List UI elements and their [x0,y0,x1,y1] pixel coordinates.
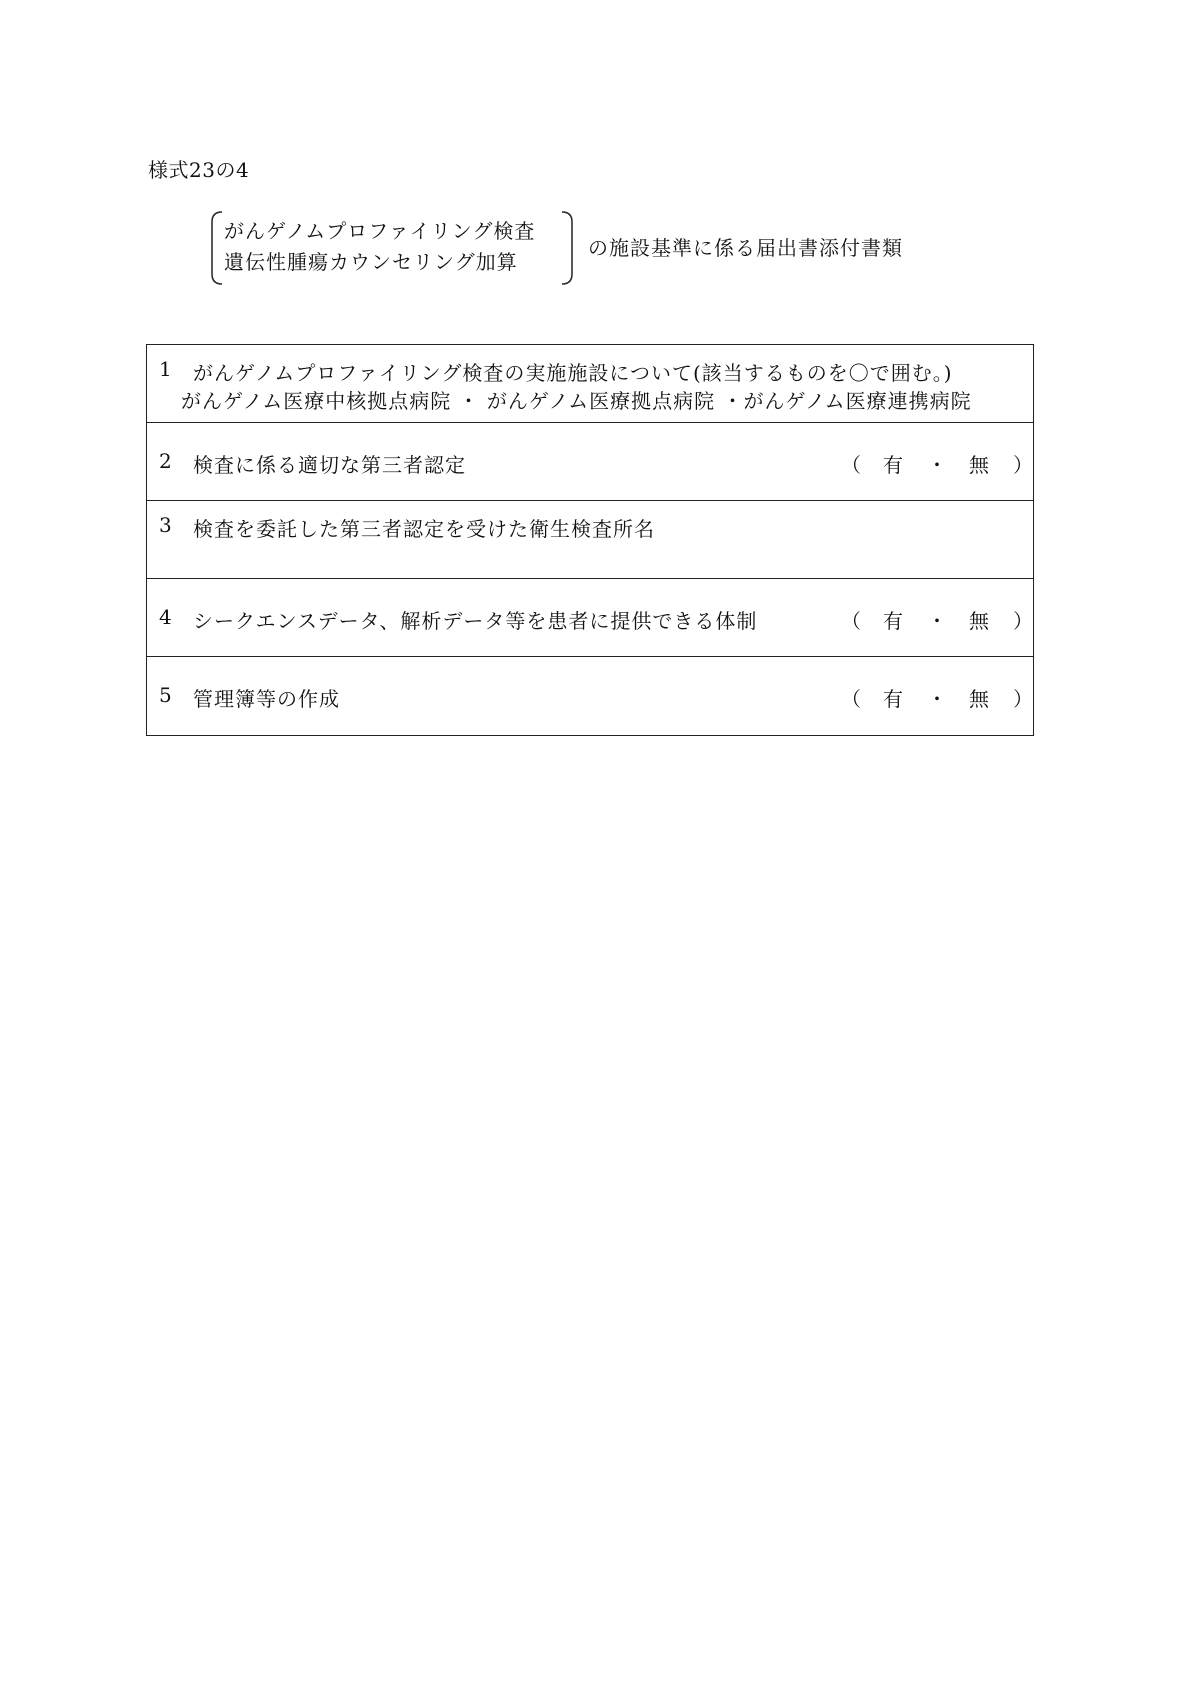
form-table [146,344,1034,736]
yes-no-choice[interactable] [841,605,1033,634]
row-text: がんゲノムプロファイリング検査の実施施設について(該当するものを〇で囲む。) [193,361,953,385]
row-number: 1 [159,357,172,381]
yes-option[interactable]: 有 [883,453,903,477]
table-row-2 [147,423,1033,501]
title-line-2: 遺伝性腫瘍カウンセリング加算 [224,250,518,274]
title-lines [224,216,535,278]
row-text: 検査に係る適切な第三者認定 [193,453,466,477]
close-paren: ） [1013,453,1033,477]
table-row-5 [147,657,1033,735]
row-text: 検査を委託した第三者認定を受けた衛生検査所名 [193,517,655,541]
title-line-1: がんゲノムプロファイリング検査 [224,219,536,243]
yes-no-choice[interactable] [841,449,1033,478]
row-text: シークエンスデータ、解析データ等を患者に提供できる体制 [193,609,758,633]
table-row-3 [147,501,1033,579]
yes-option[interactable]: 有 [883,687,903,711]
document-title [210,210,930,286]
form-number: 様式23の4 [148,158,250,182]
row-number: 4 [159,605,172,629]
no-option[interactable]: 無 [969,687,989,711]
row-text: 管理簿等の作成 [193,687,340,711]
yes-option[interactable]: 有 [883,609,903,633]
no-option[interactable]: 無 [969,453,989,477]
open-paren: （ [841,687,861,711]
title-suffix: の施設基準に係る届出書添付書類 [588,236,903,260]
right-bracket [562,212,572,284]
facility-options[interactable]: がんゲノム医療中核拠点病院 ・ がんゲノム医療拠点病院 ・がんゲノム医療連携病院 [181,389,972,413]
separator-dot: ・ [927,453,947,477]
close-paren: ） [1013,609,1033,633]
open-paren: （ [841,609,861,633]
yes-no-choice[interactable] [841,683,1033,712]
close-paren: ） [1013,687,1033,711]
table-row-1 [147,345,1033,423]
no-option[interactable]: 無 [969,609,989,633]
separator-dot: ・ [927,609,947,633]
row-number: 2 [159,449,172,473]
open-paren: （ [841,453,861,477]
left-bracket [212,212,222,284]
row-number: 3 [159,513,172,537]
separator-dot: ・ [927,687,947,711]
table-row-4 [147,579,1033,657]
row-number: 5 [159,683,172,707]
